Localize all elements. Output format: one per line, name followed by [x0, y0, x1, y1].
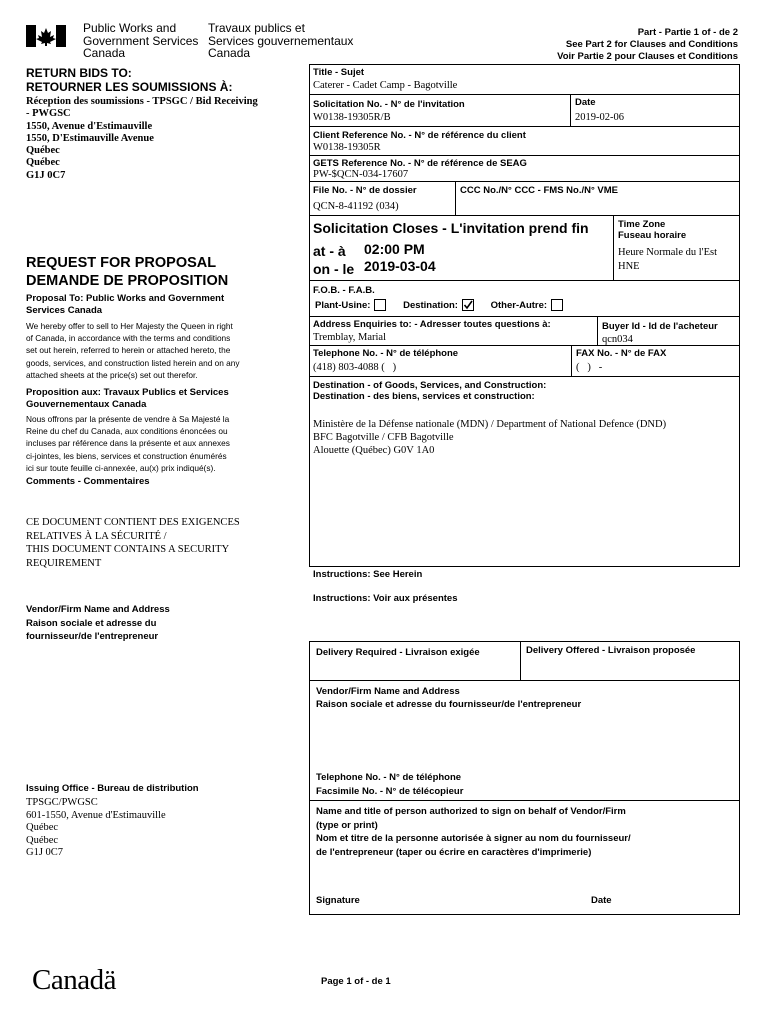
divider — [309, 215, 740, 216]
closes-label: Solicitation Closes - L'invitation prend fin — [313, 220, 589, 236]
issuing-office-address — [26, 797, 166, 860]
divider — [309, 800, 740, 801]
title-label: Title - Sujet — [313, 67, 365, 78]
address-line: Réception des soumissions - TPSGC / Bid Receiving — [26, 96, 258, 107]
divider — [309, 94, 740, 95]
proposal-to — [26, 293, 224, 316]
divider — [309, 280, 740, 281]
client-ref-value: W0138-19305R — [313, 142, 381, 153]
offer-en-line: attached sheets at the price(s) set out therefor. — [26, 369, 198, 380]
fob-options — [313, 299, 567, 313]
file-label: File No. - N° de dossier — [313, 185, 417, 196]
proposal-to-line: Proposal To: Public Works and Government — [26, 293, 225, 304]
vendor-label-line: Vendor/Firm Name and Address — [316, 686, 460, 697]
offer-fr-line: Reine du chef du Canada, aux conditions énoncées ou — [26, 426, 228, 437]
offer-fr-line: Nous offrons par la présente de vendre à Sa Majesté la — [26, 414, 230, 424]
plant-checkbox[interactable] — [374, 299, 386, 311]
offer-en-line: set out herein, referred to herein or attached hereto, the — [26, 345, 231, 356]
gov-en-line: Government Services — [83, 33, 199, 48]
fax-value: ( ) - — [576, 362, 603, 373]
return-bids-title — [26, 66, 232, 94]
form-bottom-border — [309, 566, 740, 567]
signature-label: Signature — [316, 895, 360, 906]
offer-en-line: We hereby offer to sell to Her Majesty the Queen in right — [26, 321, 233, 331]
signature-date-label: Date — [591, 895, 612, 906]
date-label: Date — [575, 97, 596, 108]
page-number: Page 1 of - de 1 — [321, 976, 391, 987]
fax-label: FAX No. - N° de FAX — [576, 348, 667, 359]
timezone-label-line: Time Zone — [618, 219, 666, 230]
gov-name-en — [83, 22, 198, 60]
divider — [309, 126, 740, 127]
security-line: REQUIREMENT — [26, 557, 102, 569]
comments-label: Comments - Commentaires — [26, 476, 150, 487]
destination-goods-line: Ministère de la Défense nationale (MDN) / Department of National Defence (DND) — [313, 419, 667, 430]
part-line: Voir Partie 2 pour Clauses et Conditions — [557, 51, 738, 62]
vendor-phone-label — [316, 771, 463, 799]
closing-time: 02:00 PM — [364, 241, 425, 257]
gov-en-line: Canada — [83, 46, 126, 60]
vendor-label-line: Raison sociale et adresse du fournisseur/de l'entrepreneur — [316, 699, 582, 710]
issuing-line: 601-1550, Avenue d'Estimauville — [26, 809, 166, 821]
on-label: on - le — [313, 261, 355, 277]
timezone-label-line: Fuseau horaire — [618, 230, 687, 241]
closing-date: 2019-03-04 — [364, 258, 436, 274]
divider — [309, 376, 740, 377]
rfp-title-line: REQUEST FOR PROPOSAL — [26, 255, 217, 271]
plant-label: Plant-Usine: — [315, 300, 371, 311]
buyer-label: Buyer Id - Id de l'acheteur — [602, 321, 718, 332]
proposition-aux — [26, 387, 229, 410]
rfp-title — [26, 254, 228, 290]
divider — [309, 316, 740, 317]
address-line: - PWGSC — [26, 108, 71, 120]
divider — [309, 155, 740, 156]
timezone-label — [618, 219, 686, 241]
divider — [309, 181, 740, 182]
file-value: QCN-8-41192 (034) — [313, 201, 399, 212]
divider — [309, 345, 740, 346]
offer-text-en — [26, 320, 240, 381]
ccc-label: CCC No./N° CCC - FMS No./N° VME — [460, 185, 619, 196]
divider — [597, 316, 598, 345]
destination-goods-line: BFC Bagotville / CFB Bagotville — [313, 432, 454, 443]
vendor-left-line: fournisseur/de l'entrepreneur — [26, 631, 159, 642]
proposal-to-line: Services Canada — [26, 304, 103, 316]
part-line: See Part 2 for Clauses and Conditions — [565, 39, 738, 50]
date-value: 2019-02-06 — [575, 112, 624, 123]
client-ref-label: Client Reference No. - N° de référence du client — [313, 130, 526, 141]
return-bids-line: RETOURNER LES SOUMISSIONS À: — [26, 80, 233, 94]
delivery-offered-label: Delivery Offered - Livraison proposée — [526, 645, 696, 656]
address-line: 1550, D'Estimauville Avenue — [26, 132, 154, 144]
divider — [520, 641, 521, 681]
solicitation-label: Solicitation No. - N° de l'invitation — [313, 99, 465, 110]
issuing-line: Québec — [26, 822, 59, 833]
solicitation-value: W0138-19305R/B — [313, 112, 391, 123]
part-line: Part - Partie 1 of - de 2 — [637, 27, 738, 38]
timezone-value — [618, 246, 717, 274]
fob-label: F.O.B. - F.A.B. — [313, 285, 375, 296]
issuing-line: TPSGC/PWGSC — [26, 797, 98, 808]
instructions-en: Instructions: See Herein — [313, 569, 423, 580]
timezone-value-line: Heure Normale du l'Est — [618, 247, 717, 258]
authorized-signer-line: de l'entrepreneur (taper ou écrire en caractères d'imprimerie) — [316, 846, 592, 858]
offer-en-line: goods, services, and construction listed herein and on any — [26, 357, 240, 368]
title-value: Caterer - Cadet Camp - Bagotville — [313, 80, 458, 91]
enquiries-label: Address Enquiries to: - Adresser toutes questions à: — [313, 319, 551, 330]
return-bids-address — [26, 96, 258, 182]
vendor-name-label — [316, 685, 581, 711]
form-top-border — [309, 64, 740, 65]
check-icon — [463, 300, 473, 310]
issuing-line: G1J 0C7 — [26, 847, 64, 858]
gov-fr-line: Travaux publics et — [208, 21, 305, 35]
authorized-signer-label — [316, 805, 631, 859]
canada-flag-icon — [26, 25, 66, 47]
issuing-office-label: Issuing Office - Bureau de distribution — [26, 783, 199, 794]
vendor-name-left — [26, 603, 170, 644]
enquiries-value: Tremblay, Marial — [313, 332, 387, 343]
vendor-phone-line: Facsimile No. - N° de télécopieur — [316, 786, 464, 797]
gov-en-line: Public Works and — [83, 21, 177, 35]
gov-fr-line: Services gouvernementaux — [208, 33, 354, 48]
security-line: RELATIVES À LA SÉCURITÉ / — [26, 530, 167, 542]
destination-label: Destination: — [403, 300, 458, 311]
authorized-signer-line: (type or print) — [316, 819, 378, 831]
return-bids-line: RETURN BIDS TO: — [26, 66, 132, 80]
divider — [570, 94, 571, 126]
authorized-signer-line: Name and title of person authorized to sign on behalf of Vendor/Firm — [316, 806, 626, 817]
authorized-signer-line: Nom et titre de la personne autorisée à signer au nom du fournisseur/ — [316, 833, 631, 844]
security-line: THIS DOCUMENT CONTAINS A SECURITY — [26, 544, 230, 555]
vendor-left-line: Raison sociale et adresse du — [26, 617, 157, 629]
delivery-required-label: Delivery Required - Livraison exigée — [316, 647, 480, 658]
part-indicator — [557, 27, 738, 63]
gets-label: GETS Reference No. - N° de référence de SEAG — [313, 158, 527, 169]
at-label: at - à — [313, 243, 346, 259]
proposition-line: Gouvernementaux Canada — [26, 398, 147, 410]
rfp-title-line: DEMANDE DE PROPOSITION — [26, 273, 229, 289]
offer-en-line: of Canada, in accordance with the terms and conditions — [26, 333, 231, 344]
destination-goods-line: Alouette (Québec) G0V 1A0 — [313, 445, 435, 456]
gets-value: PW-$QCN-034-17607 — [313, 169, 409, 180]
address-line: G1J 0C7 — [26, 169, 66, 181]
divider — [571, 345, 572, 376]
canada-wordmark: Canadä — [32, 964, 116, 996]
security-line: CE DOCUMENT CONTIENT DES EXIGENCES — [26, 517, 240, 528]
divider — [613, 215, 614, 280]
proposition-line: Proposition aux: Travaux Publics et Services — [26, 387, 229, 398]
address-line: 1550, Avenue d'Estimauville — [26, 120, 153, 132]
gov-name-fr — [208, 22, 353, 60]
issuing-line: Québec — [26, 834, 59, 846]
destination-checkbox[interactable] — [462, 299, 474, 311]
phone-value: (418) 803-4088 ( ) — [313, 362, 397, 373]
destination-goods-label-line: Destination - of Goods, Services, and Construction: — [313, 380, 547, 391]
offer-fr-line: incluses par référence dans la présente et aux annexes — [26, 438, 230, 449]
vendor-left-line: Vendor/Firm Name and Address — [26, 604, 170, 615]
timezone-value-line: HNE — [618, 261, 640, 272]
divider — [455, 181, 456, 215]
destination-goods-label — [313, 380, 546, 402]
offer-fr-line: ici sur toute feuille ci-annexée, au(x) prix indiqué(s). — [26, 462, 216, 473]
buyer-value: qcn034 — [602, 334, 633, 345]
other-label: Other-Autre: — [490, 300, 548, 311]
address-line: Québec — [26, 157, 60, 169]
destination-goods-label-line: Destination - des biens, services et construction: — [313, 391, 535, 402]
offer-text-fr — [26, 413, 230, 474]
offer-fr-line: ci-jointes, les biens, services et construction énumérés — [26, 450, 227, 461]
vendor-phone-line: Telephone No. - N° de téléphone — [316, 772, 462, 783]
security-notice — [26, 516, 240, 570]
instructions-fr: Instructions: Voir aux présentes — [313, 593, 458, 604]
other-checkbox[interactable] — [551, 299, 563, 311]
phone-label: Telephone No. - N° de téléphone — [313, 348, 459, 359]
gov-fr-line: Canada — [208, 46, 251, 60]
address-line: Québec — [26, 145, 60, 157]
destination-goods-value — [313, 418, 666, 457]
